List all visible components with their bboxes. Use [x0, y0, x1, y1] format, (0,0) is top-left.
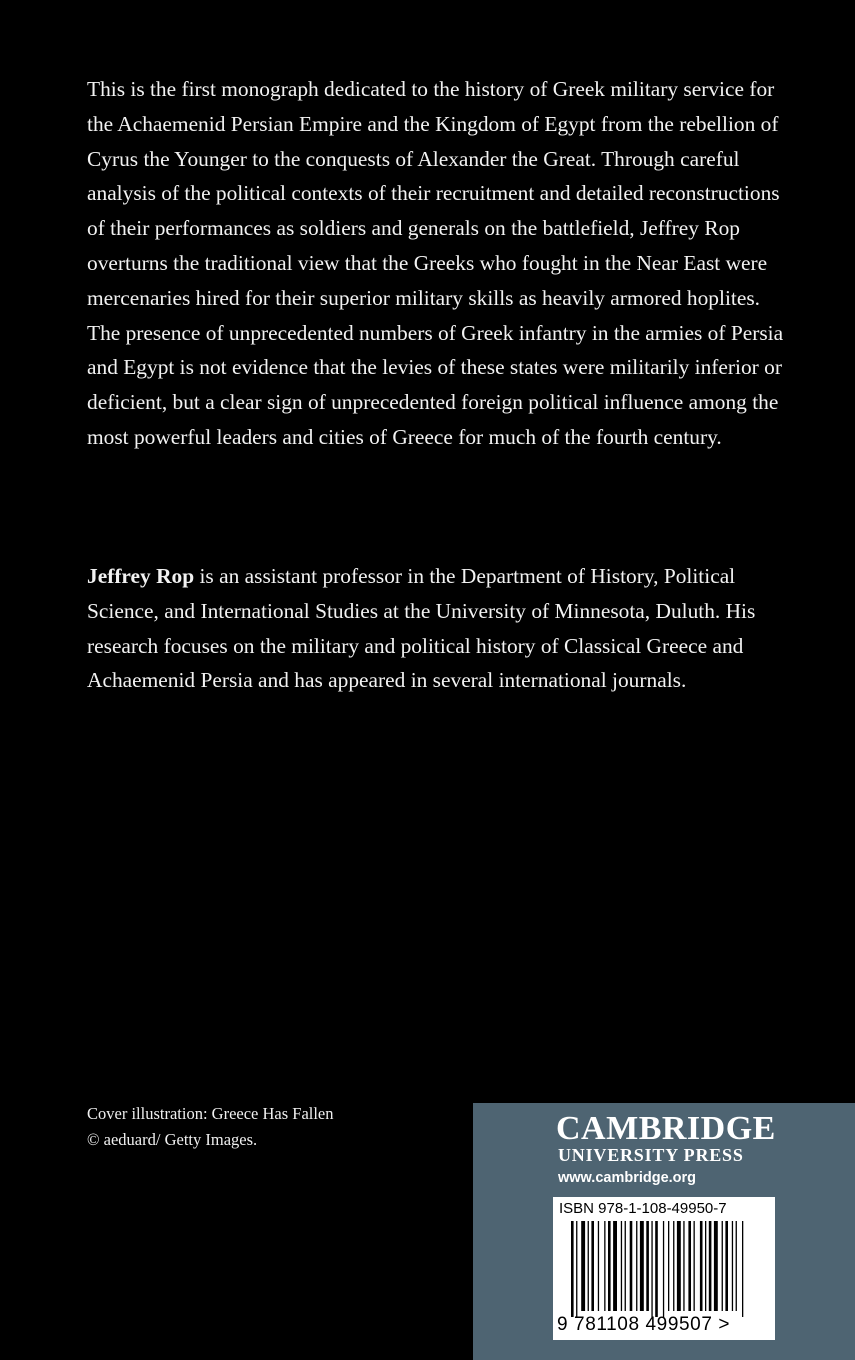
cover-credit-line-1: Cover illustration: Greece Has Fallen — [87, 1104, 334, 1123]
author-bio — [87, 559, 787, 698]
barcode-box — [553, 1197, 775, 1340]
author-bio-text: is an assistant professor in the Department of History, Political Science, and International Studies at the University of Minnesota, Duluth. His research focuses on the military and political history of Classical Greece and Achaemenid Persia and has appeared in several international journals. — [87, 564, 756, 693]
publisher-subtitle: UNIVERSITY PRESS — [558, 1145, 744, 1165]
publisher-url: www.cambridge.org — [558, 1170, 697, 1186]
author-name: Jeffrey Rop — [87, 564, 195, 588]
barcode-digits: 9 781108 499507 > — [557, 1314, 731, 1335]
book-description: This is the first monograph dedicated to the history of Greek military service for the Achaemenid Persian Empire and the Kingdom of Egypt from the rebellion of Cyrus the Younger to the conquests of Alexander the Great. Through careful analysis of the political contexts of their recruitment and detailed reconstructions of their performances as soldiers and generals on the battlefield, Jeffrey Rop overturns the traditional view that the Greeks who fought in the Near East were mercenaries hired for their superior military skills as heavily armored hoplites. The presence of unprecedented numbers of Greek infantry in the armies of Persia and Egypt is not evidence that the levies of these states were militarily inferior or deficient, but a clear sign of unprecedented foreign political influence among the most powerful leaders and cities of Greece for much of the fourth century. — [87, 77, 784, 449]
isbn-label: ISBN 978-1-108-49950-7 — [559, 1200, 727, 1217]
publisher-name: CAMBRIDGE — [556, 1110, 776, 1147]
publisher-block — [473, 1103, 855, 1360]
cover-credit — [87, 1101, 334, 1153]
cover-credit-line-2: © aeduard/ Getty Images. — [87, 1130, 258, 1149]
